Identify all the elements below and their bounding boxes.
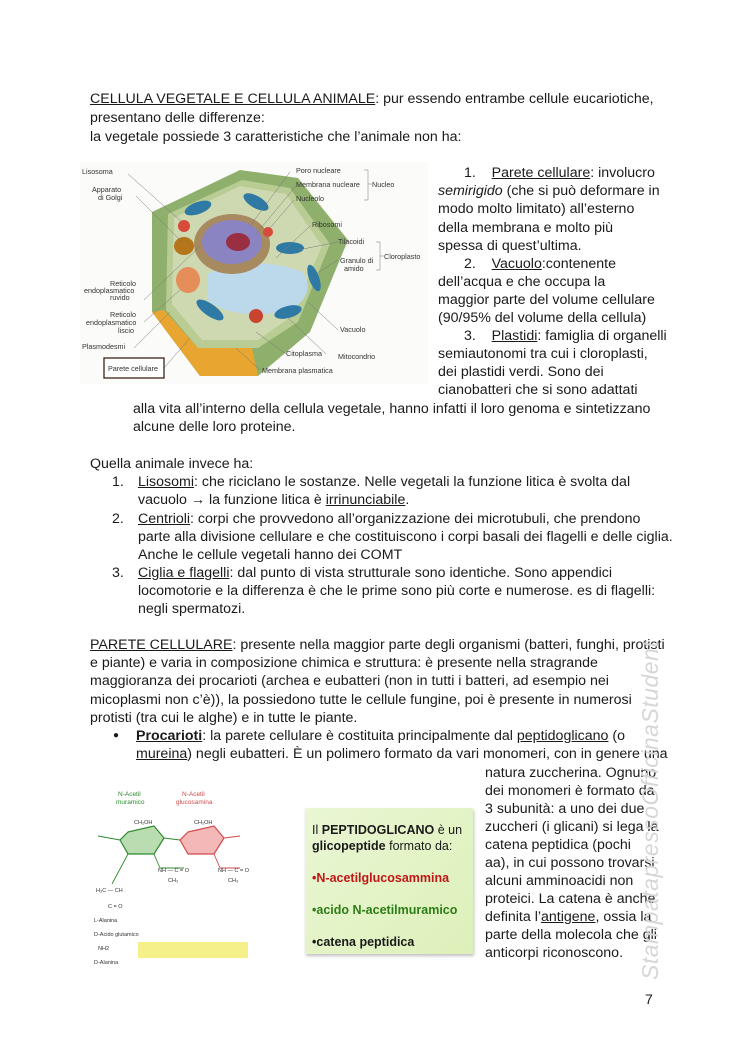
label-membrana-nucleare: Membrana nucleare — [296, 180, 360, 189]
label-membrana-plasmatica: Membrana plasmatica — [262, 366, 333, 375]
plant-feature-2-line-3: maggior parte del volume cellulare — [438, 292, 655, 308]
chain-d-alanina: D-Alanina — [94, 960, 119, 966]
label-ser-3: liscio — [118, 326, 134, 335]
procarioti-antigene-line: definita l’antigene, ossia la — [485, 909, 652, 925]
animal-feature-3-number: 3. — [112, 565, 124, 581]
plant-feature-2-line-2: dell’acqua e che occupa la — [438, 274, 606, 290]
svg-text:CH₂OH: CH₂OH — [194, 820, 213, 826]
animal-feature-1-number: 1. — [112, 474, 124, 490]
plant-feature-3-line-3: dei plastidi verdi. Sono dei — [438, 364, 604, 380]
term-mureina: mureina — [136, 746, 188, 762]
plant-feature-3-line-6: alcune delle loro proteine. — [133, 419, 296, 435]
label-granulo-1: Granulo di — [340, 256, 374, 265]
plant-feature-2-line-4: (90/95% del volume della cellula) — [438, 310, 647, 326]
procarioti-line-2: mureina) negli eubatteri. È un polimero formato da vari monomeri, con in genere una — [136, 746, 668, 762]
label-cloroplasto: Cloroplasto — [384, 252, 421, 261]
animal-feature-2-line-3: Anche le cellule vegetali hanno dei COMT — [138, 547, 403, 563]
animal-feature-1-line-2: vacuolo → la funzione litica è irrinunciabile. — [138, 492, 410, 508]
page-number: 7 — [645, 991, 653, 1007]
procarioti-right-line: aa), in cui possono trovarsi — [485, 855, 655, 871]
svg-text:CH₃: CH₃ — [228, 878, 239, 884]
pep-item-glucosammina: •N-acetilglucosammina — [312, 871, 450, 885]
pep-item-catena: •catena peptidica — [312, 935, 415, 949]
parete-line-3: maggioranza dei procarioti (archea e eubatteri (non in tutti i batteri, ad esempio nei — [90, 673, 609, 689]
procarioti-right-line: natura zuccherina. Ognuno — [485, 765, 657, 781]
animal-feature-2-number: 2. — [112, 511, 124, 527]
term-peptidoglicano: peptidoglicano — [516, 728, 609, 744]
plant-cell-diagram — [80, 162, 428, 384]
term-centrioli: Centrioli — [138, 511, 191, 527]
plant-feature-3: 3. Plastidi: famiglia di organelli — [464, 328, 667, 344]
term-lisosomi: Lisosomi — [138, 474, 194, 490]
parete-line-2: e piante) e varia in composizione chimica e struttura: è presente nella stragrande — [90, 655, 598, 671]
procarioti-right-line: zuccheri (i glicani) si lega la — [485, 819, 659, 835]
label-tilacoidi: Tilacoidi — [338, 237, 365, 246]
peptidoglycan-info-box — [305, 808, 473, 954]
term-irrinunciabile: irrinunciabile — [325, 492, 406, 508]
procarioti-right-line: 3 subunità: a uno dei due — [485, 801, 645, 817]
label-ribosomi: Ribosomi — [312, 220, 342, 229]
label-poro: Poro nucleare — [296, 166, 341, 175]
animal-feature-1: Lisosomi: che riciclano le sostanze. Nelle vegetali la funzione litica è svolta dal — [138, 474, 631, 490]
label-n-acetil-glucosamina-2: glucosamina — [176, 799, 213, 806]
label-rer-1: Reticolo — [110, 279, 136, 288]
label-granulo-2: amido — [344, 264, 364, 273]
plant-feature-3-line-5: alla vita all’interno della cellula vegetale, hanno infatti il loro genoma e sintetizzano — [133, 401, 651, 417]
procarioti-right-line: alcuni amminoacidi non — [485, 873, 634, 889]
animal-feature-2-line-2: parte alla divisione cellulare e che costituiscono i corpi basali dei flagelli e delle ciglia. — [138, 529, 673, 545]
intro-line-2: presentano delle differenze: — [90, 110, 265, 126]
svg-text:NH — C = O: NH — C = O — [218, 868, 250, 874]
section-heading-parete: PARETE CELLULARE — [90, 637, 233, 653]
pep-box-intro: Il PEPTIDOGLICANO è un — [312, 823, 463, 837]
svg-text:CH₂OH: CH₂OH — [134, 820, 153, 826]
label-n-acetil-muramico-1: N-Acetil — [118, 791, 141, 798]
plant-feature-1-line-5: spessa di quest’ultima. — [438, 238, 582, 254]
term-parete-cellulare: Parete cellulare — [491, 165, 591, 181]
plant-feature-2: 2. Vacuolo:contenente — [464, 256, 616, 272]
term-semirigido: semirigido — [438, 183, 503, 199]
label-golgi-2: di Golgi — [98, 193, 123, 202]
section-heading-cellula: CELLULA VEGETALE E CELLULA ANIMALE — [90, 91, 376, 107]
procarioti-right-line: anticorpi riconoscono. — [485, 945, 624, 961]
term-procarioti: Procarioti — [136, 728, 203, 744]
svg-text:NH — C = O: NH — C = O — [158, 868, 190, 874]
svg-text:H₃C — CH: H₃C — CH — [96, 888, 123, 894]
label-parete-cellulare: Parete cellulare — [108, 364, 158, 373]
term-antigene: antigene — [541, 909, 596, 925]
plant-feature-3-line-2: semiautonomi tra cui i cloroplasti, — [438, 346, 648, 362]
intro-paragraph — [90, 90, 654, 108]
pep-box-line-2: glicopeptide formato da: — [312, 839, 453, 853]
chain-nh2: NH2 — [98, 946, 110, 952]
intro-text: : pur essendo entrambe cellule eucariotiche, — [375, 91, 654, 107]
peptidoglycan-structure-diagram — [88, 784, 252, 974]
procarioti-line-1: Procarioti: la parete cellulare è costituita principalmente dal peptidoglicano (o — [136, 728, 625, 744]
label-ser-1: Reticolo — [110, 310, 136, 319]
procarioti-right-line: parte della molecola che gli — [485, 927, 657, 943]
label-rer-2: endoplasmatico — [84, 286, 135, 295]
parete-line-4: micoplasmi non c’è)), la possiedono tutte le cellule fungine, poi è presente in numerosi — [90, 692, 632, 708]
plant-feature-3-line-4: cianobatteri che si sono adattati — [438, 382, 638, 398]
label-mitocondrio: Mitocondrio — [338, 352, 376, 361]
procarioti-right-line: dei monomeri è formato da — [485, 783, 655, 799]
svg-text:C = O: C = O — [108, 904, 123, 910]
procarioti-right-line: catena peptidica (pochi — [485, 837, 631, 853]
label-n-acetil-glucosamina-1: N-Acetil — [182, 791, 205, 798]
term-vacuolo: Vacuolo — [491, 256, 542, 272]
plant-feature-1-line-2: semirigido (che si può deformare in — [438, 183, 660, 199]
label-n-acetil-muramico-2: muramico — [116, 799, 145, 806]
term-ciglia-flagelli: Ciglia e flagelli — [138, 565, 230, 581]
animal-feature-3-line-2: locomotorie e la differenza è che le prime sono più corte e numerose. es di flagelli: — [138, 583, 656, 599]
label-vacuolo: Vacuolo — [340, 325, 366, 334]
chain-d-acido-glutamico: D-Acido glutamico — [94, 932, 139, 938]
label-golgi-1: Apparato — [92, 185, 122, 194]
label-nucleo: Nucleo — [372, 180, 395, 189]
procarioti-right-line: proteici. La catena è anche — [485, 891, 656, 907]
animal-feature-2: Centrioli: corpi che provvedono all’organizzazione dei microtubuli, che prendono — [138, 511, 641, 527]
chain-l-alanina: L-Alanina — [94, 918, 118, 924]
plant-feature-1: 1. Parete cellulare: involucro — [464, 165, 655, 181]
label-ser-2: endoplasmatico — [86, 318, 137, 327]
watermark: StampatapressoOfficinaStudent — [637, 640, 663, 980]
label-rer-3: ruvido — [110, 293, 130, 302]
svg-text:CH₃: CH₃ — [168, 878, 179, 884]
pep-item-muramico: •acido N-acetilmuramico — [312, 903, 458, 917]
animal-intro: Quella animale invece ha: — [90, 456, 254, 472]
animal-feature-3: Ciglia e flagelli: dal punto di vista strutturale sono identiche. Sono appendici — [138, 565, 613, 581]
animal-feature-3-line-3: negli spermatozi. — [138, 601, 246, 617]
plant-feature-1-line-4: della membrana e molto più — [438, 220, 614, 236]
plant-feature-1-line-3: modo molto limitato) all’esterno — [438, 201, 635, 217]
label-citoplasma: Citoplasma — [286, 349, 322, 358]
label-lisosoma: Lisosoma — [82, 167, 113, 176]
label-nucleolo: Nucleolo — [296, 194, 324, 203]
parete-line-5: protisti (tra cui le alghe) e in tutte le piante. — [90, 710, 358, 726]
parete-paragraph: PARETE CELLULARE: presente nella maggior parte degli organismi (batteri, funghi, protisti — [90, 637, 665, 653]
intro-line-3: la vegetale possiede 3 caratteristiche che l’animale non ha: — [90, 129, 462, 145]
bullet-marker: ● — [113, 730, 120, 741]
label-plasmodesmi: Plasmodesmi — [82, 342, 126, 351]
term-plastidi: Plastidi — [491, 328, 538, 344]
